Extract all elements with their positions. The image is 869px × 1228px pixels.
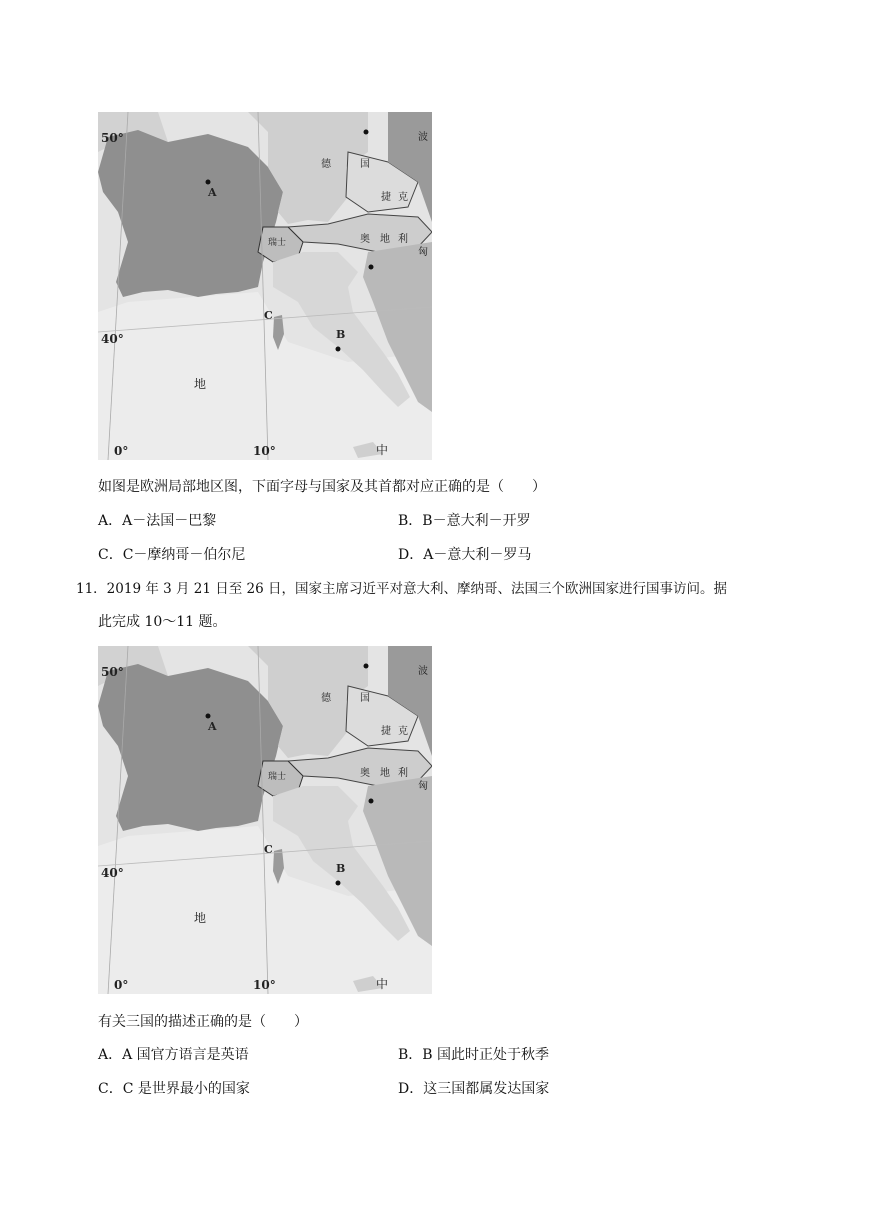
q10-question: 如图是欧洲局部地区图，下面字母与国家及其首都对应正确的是（ ） — [98, 479, 546, 495]
lat-50-label: 50° — [101, 131, 124, 145]
lon-10-label: 10° — [253, 444, 276, 458]
europe-map-2-graphic — [98, 646, 432, 994]
sea-label-2: 中 — [376, 443, 389, 457]
country-label-austria-2: 地 — [380, 234, 390, 245]
country-label-czech-1: 捷 — [381, 192, 391, 203]
q11-option-d[interactable]: D．这三国都属发达国家 — [398, 1081, 550, 1097]
europe-map-1-graphic — [98, 112, 432, 460]
europe-map-1 — [98, 112, 432, 460]
country-label-czech-1: 捷 — [381, 726, 391, 737]
country-label-germany-1: 德 — [321, 693, 331, 704]
q11-option-c[interactable]: C．C 是世界最小的国家 — [98, 1081, 250, 1097]
sea-label-1: 地 — [194, 377, 207, 391]
marker-c: C — [264, 309, 273, 322]
country-label-germany-1: 德 — [321, 159, 331, 170]
country-label-poland: 波 — [418, 132, 428, 143]
country-label-swiss: 瑞士 — [268, 238, 287, 248]
country-label-austria-3: 利 — [398, 234, 408, 245]
country-label-poland: 波 — [418, 666, 428, 677]
q11-option-b[interactable]: B．B 国此时正处于秋季 — [398, 1047, 550, 1063]
lat-40-label: 40° — [101, 866, 124, 880]
country-label-germany-2: 国 — [360, 693, 370, 704]
europe-map-2 — [98, 646, 432, 994]
lat-50-label: 50° — [101, 665, 124, 679]
country-label-austria-2: 地 — [380, 768, 390, 779]
marker-a: A — [208, 720, 217, 733]
marker-a: A — [208, 186, 217, 199]
lon-0-label: 0° — [114, 444, 129, 458]
q10-option-c[interactable]: C．C－摩纳哥－伯尔尼 — [98, 547, 246, 563]
q11-intro-line1: 11．2019 年 3 月 21 日至 26 日，国家主席习近平对意大利、摩纳哥、法国三个欧洲国家进行国事访问。据 — [76, 581, 728, 597]
q10-option-b[interactable]: B．B－意大利－开罗 — [398, 513, 531, 529]
country-label-germany-2: 国 — [360, 159, 370, 170]
country-label-austria-1: 奥 — [360, 768, 370, 779]
country-label-hungary: 匈 — [418, 247, 428, 258]
country-label-swiss: 瑞士 — [268, 772, 287, 782]
country-label-hungary: 匈 — [418, 781, 428, 792]
sea-label-1: 地 — [194, 911, 207, 925]
marker-b: B — [336, 328, 346, 341]
q10-option-a[interactable]: A．A－法国－巴黎 — [98, 513, 217, 529]
lon-0-label: 0° — [114, 978, 129, 992]
q11-question: 有关三国的描述正确的是（ ） — [98, 1014, 308, 1030]
marker-c: C — [264, 843, 273, 856]
lon-10-label: 10° — [253, 978, 276, 992]
country-label-czech-2: 克 — [398, 192, 408, 203]
lat-40-label: 40° — [101, 332, 124, 346]
q11-intro-line2: 此完成 10～11 题。 — [98, 614, 227, 630]
q10-option-d[interactable]: D．A－意大利－罗马 — [398, 547, 532, 563]
q11-option-a[interactable]: A．A 国官方语言是英语 — [98, 1047, 249, 1063]
country-label-czech-2: 克 — [398, 726, 408, 737]
marker-b: B — [336, 862, 346, 875]
country-label-austria-3: 利 — [398, 768, 408, 779]
sea-label-2: 中 — [376, 977, 389, 991]
country-label-austria-1: 奥 — [360, 234, 370, 245]
